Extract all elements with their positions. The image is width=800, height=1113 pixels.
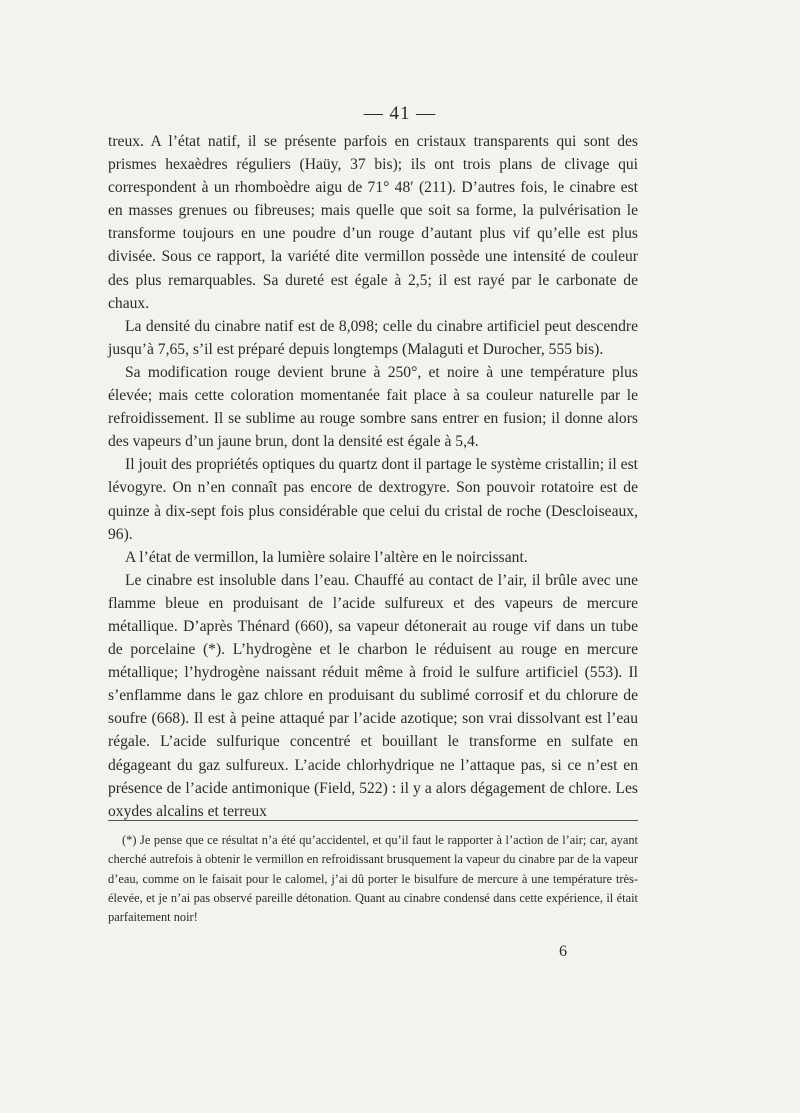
paragraph-6: Le cinabre est insoluble dans l’eau. Chauffé au contact de l’air, il brûle avec une flamme bleue en produisant de l’acide sulfureux et des vapeurs de mercure métallique. D’après Thénard (660), sa vapeur détonerait au rouge vif dans un tube de porcelaine (*). L’hydrogène et le charbon le réduisent au rouge en mercure métallique; l’hydrogène naissant réduit même à froid le sulfure artificiel (553). Il s’enflamme dans le gaz chlore en produisant du sublimé corrosif et du chlorure de soufre (668). Il est à peine attaqué par l’acide azotique; son vrai dissolvant est l’eau régale. L’acide sulfurique concentré et bouillant le transforme en sulfate en dégageant du gaz sulfureux. L’acide chlorhydrique ne l’attaque pas, si ce n’est en présence de l’acide antimonique (Field, 522) : il y a alors dégagement de chlore. Les oxydes alcalins et terreux [108, 571, 638, 820]
paragraph-3: Sa modification rouge devient brune à 250°, et noire à une température plus élevée; mais cette coloration momentanée fait place à sa couleur naturelle par le refroidissement. Il se sublime au rouge sombre sans entrer en fusion; il donne alors des vapeurs d’un jaune brun, dont la densité est égale à 5,4. [108, 363, 638, 451]
footnote: (*) Je pense que ce résultat n’a été qu’accidentel, et qu’il faut le rapporter à l’action de l’air; car, ayant cherché autrefois à obtenir le vermillon en refroidissant brusquement la vapeur du cinabre par de la vapeur d’eau, comme on le faisait pour le calomel, j’ai dû porter le bisulfure de mercure à une température très-élevée, et je n’ai pas observé pareille détonation. Quant au cinabre condensé dans cette expérience, il était parfaitement noir! [108, 833, 638, 925]
body-text [108, 130, 638, 823]
signature-mark: 6 [559, 943, 567, 960]
paragraph-4: Il jouit des propriétés optiques du quartz dont il partage le système cristallin; il est lévogyre. On n’en connaît pas encore de dextrogyre. Son pouvoir rotatoire est de quinze à dix-sept fois plus considérable que celui du cristal de roche (Descloiseaux, 96). [108, 456, 638, 543]
page-number: — 41 — [363, 103, 437, 124]
paragraph-5: A l’état de vermillon, la lumière solaire l’altère en le noircissant. [125, 548, 528, 566]
footnote-divider [108, 820, 638, 821]
paragraph-1: treux. A l’état natif, il se présente parfois en cristaux transparents qui sont des prismes hexaèdres réguliers (Haüy, 37 bis); ils ont trois plans de clivage qui correspondent à un rhomboèdre aigu de 71° 48′ (211). D’autres fois, le cinabre est en masses grenues ou fibreuses; mais quelle que soit sa forme, la pulvérisation le transforme toujours en une poudre d’un rouge d’autant plus vif qu’elle est plus divisée. Sous ce rapport, la variété dite vermillon possède une intensité de couleur des plus remarquables. Sa dureté est égale à 2,5; il est rayé par le carbonate de chaux. [108, 133, 638, 312]
paragraph-2: La densité du cinabre natif est de 8,098; celle du cinabre artificiel peut descendre jusqu’à 7,65, s’il est préparé depuis longtemps (Malaguti et Durocher, 555 bis). [108, 317, 638, 358]
